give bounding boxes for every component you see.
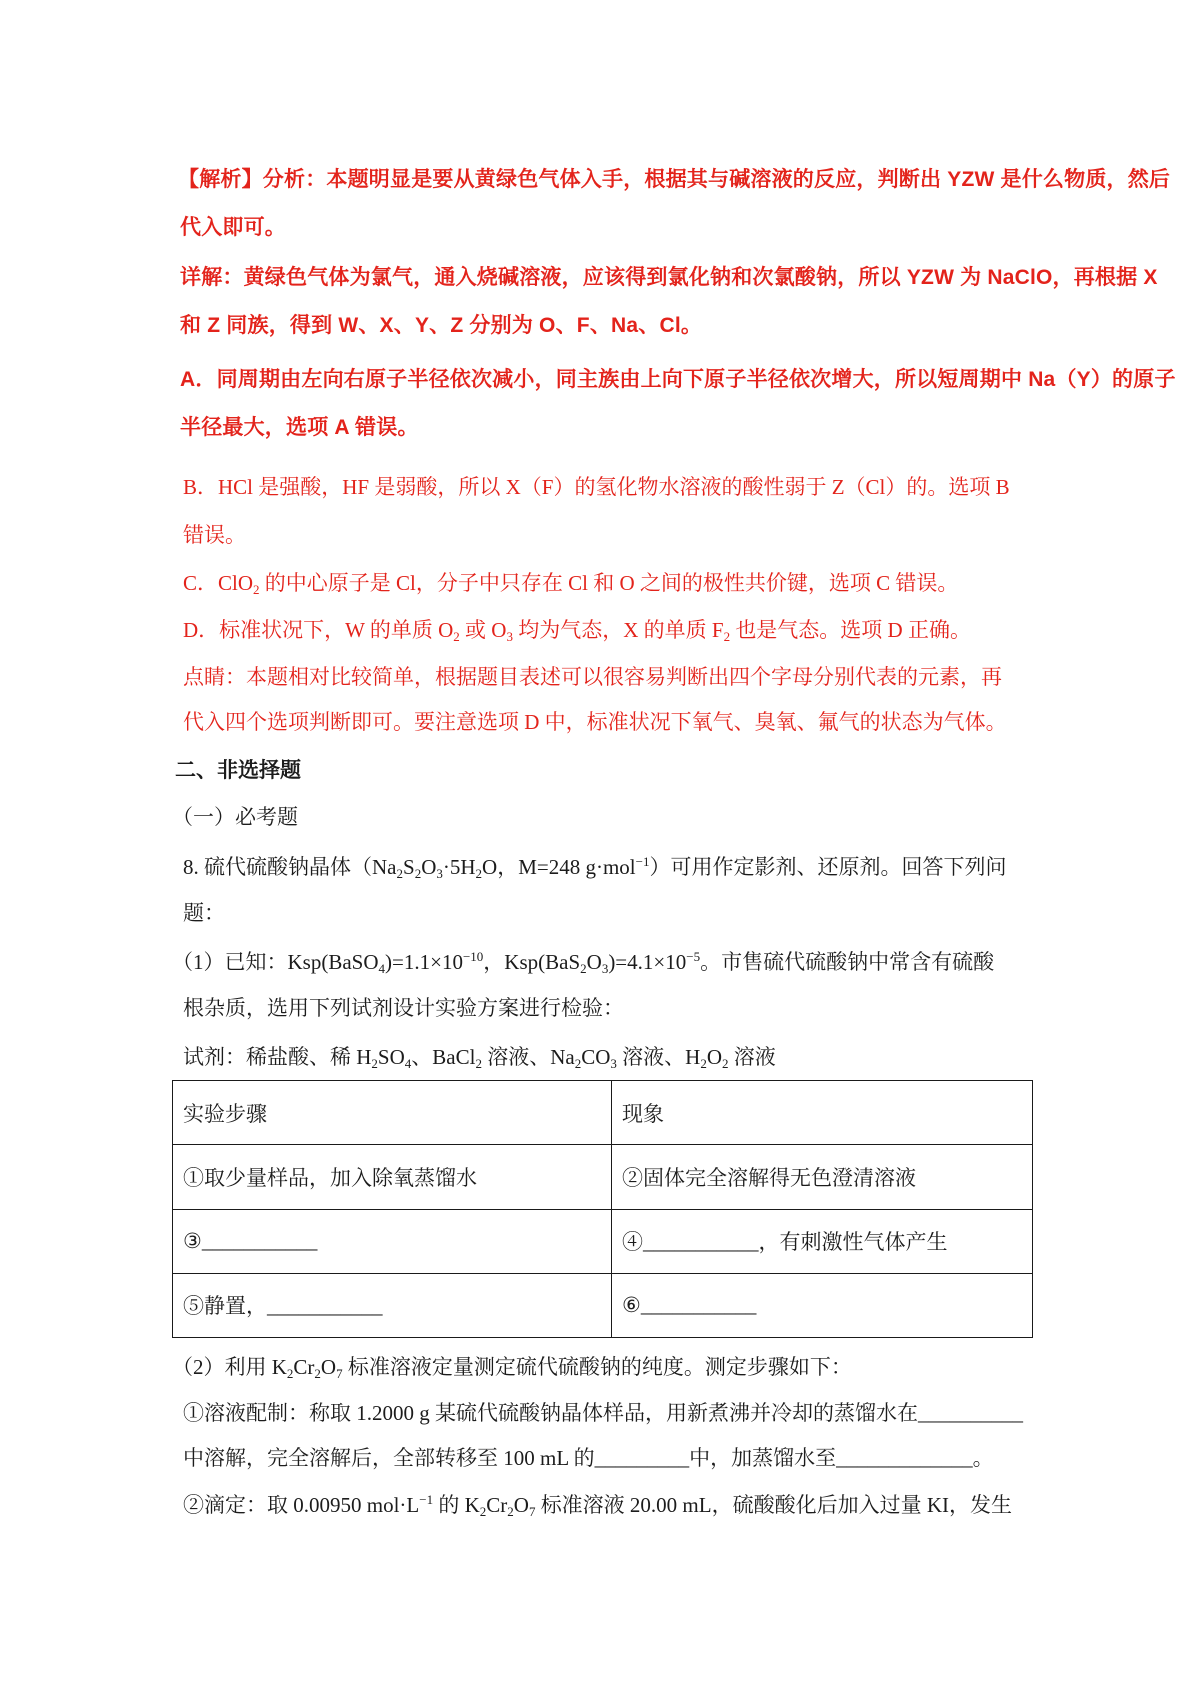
text-run: Cr <box>293 1355 315 1379</box>
text-run: 根杂质，选用下列试剂设计实验方案进行检验： <box>183 996 624 1020</box>
text-run: O <box>513 1493 529 1517</box>
analysis-line <box>183 706 1007 738</box>
text-run: SO <box>377 1045 405 1069</box>
text-run: 。市售硫代硫酸钠中常含有硫酸 <box>700 950 995 974</box>
analysis-line <box>180 262 1158 294</box>
superscript: −5 <box>686 949 701 964</box>
text-run: B．HCl 是强酸，HF 是弱酸，所以 X（F）的氢化物水溶液的酸性弱于 Z（Cl）的。选项 B <box>183 475 1010 499</box>
text-run: ①溶液配制：称取 1.2000 g 某硫代硫酸钠晶体样品，用新煮沸并冷却的蒸馏水在__________ <box>183 1401 1023 1425</box>
text-run: ）可用作定影剂、还原剂。回答下列问 <box>649 855 1007 879</box>
analysis-line <box>178 164 1170 196</box>
text-run: 中溶解，完全溶解后，全部转移至 100 mL 的_________中，加蒸馏水至_____________。 <box>183 1446 994 1470</box>
text-run: （一）必考题 <box>172 805 298 829</box>
text-run: 或 O <box>459 618 507 642</box>
subscript: 2 <box>479 1504 487 1519</box>
text-run: 错误。 <box>183 523 246 547</box>
subscript: 4 <box>404 1056 412 1071</box>
text-run: 【解析】分析：本题明显是要从黄绿色气体入手，根据其与碱溶液的反应，判断出 YZW 是什么物质，然后 <box>178 168 1171 191</box>
text-run: D．标准状况下，W 的单质 O <box>183 618 454 642</box>
analysis-line <box>183 471 1010 503</box>
text-run: 标准溶液 20.00 mL，硫酸酸化后加入过量 KI，发生 <box>535 1493 1013 1517</box>
superscript: −1 <box>419 1492 434 1507</box>
text-run: （1）已知：Ksp(BaSO <box>172 950 379 974</box>
subsection-heading <box>172 801 298 833</box>
subscript: 7 <box>528 1504 536 1519</box>
text-run: 试剂：稀盐酸、稀 H <box>183 1045 372 1069</box>
subscript: 3 <box>601 961 609 976</box>
table-cell-phenomenon: ④___________，有刺激性气体产生 <box>612 1209 1033 1273</box>
text-run: ②滴定：取 0.00950 mol·L <box>183 1493 420 1517</box>
subscript: 7 <box>336 1366 343 1381</box>
table-cell-phenomenon: ⑥___________ <box>612 1273 1033 1337</box>
analysis-line <box>183 519 246 551</box>
text-run: ，Ksp(BaS <box>483 950 581 974</box>
text-run: 溶液、H <box>616 1045 701 1069</box>
subscript: 2 <box>723 629 731 644</box>
subscript: 2 <box>580 961 587 976</box>
text-run: （2）利用 K <box>172 1355 287 1379</box>
analysis-line <box>183 567 958 599</box>
text-run: 代入即可。 <box>180 216 286 239</box>
text-run: 、BaCl <box>411 1045 476 1069</box>
text-run: )=1.1×10 <box>385 950 463 974</box>
subscript: 3 <box>436 866 443 881</box>
subscript: 2 <box>574 1056 582 1071</box>
text-run: ·5H <box>442 855 476 879</box>
analysis-line <box>180 310 702 342</box>
table-row <box>173 1145 1033 1209</box>
part2-line <box>183 1489 1012 1521</box>
subscript: 2 <box>286 1366 294 1381</box>
text-run: 均为气态，X 的单质 F <box>512 618 724 642</box>
text-run: A．同周期由左向右原子半径依次减小，同主族由上向下原子半径依次增大，所以短周期中 Na（Y）的原子 <box>180 368 1176 391</box>
analysis-line <box>183 661 1002 693</box>
part1-line <box>172 946 994 978</box>
table-header-row <box>173 1081 1033 1145</box>
table-header-cell: 实验步骤 <box>173 1081 612 1145</box>
text-run: 标准溶液定量测定硫代硫酸钠的纯度。测定步骤如下： <box>342 1355 852 1379</box>
subscript: 2 <box>253 582 260 597</box>
subscript: 2 <box>475 866 483 881</box>
reagents-line <box>183 1041 776 1073</box>
subscript: 2 <box>314 1366 321 1381</box>
subscript: 4 <box>378 961 386 976</box>
table-row <box>173 1209 1033 1273</box>
text-run: CO <box>581 1045 611 1069</box>
subscript: 2 <box>453 629 460 644</box>
text-run: O <box>706 1045 722 1069</box>
table-cell-step: ①取少量样品，加入除氧蒸馏水 <box>173 1145 612 1209</box>
text-run: 半径最大，选项 A 错误。 <box>180 416 419 439</box>
text-run: 代入四个选项判断即可。要注意选项 D 中，标准状况下氧气、臭氧、氟气的状态为气体。 <box>183 710 1007 734</box>
table-row <box>173 1273 1033 1337</box>
text-run: O <box>421 855 437 879</box>
text-run: 溶液 <box>728 1045 776 1069</box>
text-run: 的 K <box>433 1493 480 1517</box>
text-run: 8. 硫代硫酸钠晶体（Na <box>183 855 397 879</box>
text-run: O <box>586 950 602 974</box>
text-run: 和 Z 同族，得到 W、X、Y、Z 分别为 O、F、Na、Cl。 <box>180 314 703 337</box>
text-run: 溶液、Na <box>481 1045 575 1069</box>
experiment-table <box>172 1080 1033 1338</box>
subscript: 2 <box>396 866 403 881</box>
analysis-line <box>180 212 286 244</box>
part2-line <box>172 1351 852 1383</box>
subscript: 2 <box>721 1056 729 1071</box>
part1-line <box>183 992 624 1024</box>
subscript: 3 <box>506 629 513 644</box>
text-run: O <box>320 1355 337 1379</box>
subscript: 2 <box>414 866 422 881</box>
table-header-cell: 现象 <box>612 1081 1033 1145</box>
text-run: S <box>403 855 415 879</box>
table-cell-phenomenon: ②固体完全溶解得无色澄清溶液 <box>612 1145 1033 1209</box>
analysis-line <box>183 614 971 646</box>
text-run: Cr <box>486 1493 508 1517</box>
part2-line <box>183 1397 1023 1429</box>
superscript: −1 <box>635 854 650 869</box>
subscript: 2 <box>475 1056 482 1071</box>
section-heading <box>175 754 301 786</box>
analysis-line <box>180 412 419 444</box>
question-stem-line <box>183 897 225 929</box>
text-run: 点睛：本题相对比较简单，根据题目表述可以很容易判断出四个字母分别代表的元素，再 <box>183 665 1002 689</box>
subscript: 3 <box>610 1056 617 1071</box>
text-run: O，M=248 g·mol <box>482 855 636 879</box>
text-run: 题： <box>183 901 225 925</box>
subscript: 2 <box>507 1504 514 1519</box>
text-run: 也是气态。选项 D 正确。 <box>730 618 971 642</box>
table-cell-step: ③___________ <box>173 1209 612 1273</box>
part2-line <box>183 1442 994 1474</box>
question-stem-line <box>183 851 1006 883</box>
text-run: )=4.1×10 <box>608 950 687 974</box>
subscript: 2 <box>700 1056 707 1071</box>
text-run: 二、非选择题 <box>175 758 301 782</box>
text-run: 的中心原子是 Cl，分子中只存在 Cl 和 O 之间的极性共价键，选项 C 错误。 <box>259 571 959 595</box>
text-run: C．ClO <box>183 571 254 595</box>
text-run: 详解：黄绿色气体为氯气，通入烧碱溶液，应该得到氯化钠和次氯酸钠，所以 YZW 为 NaClO，再根据 X <box>180 266 1158 289</box>
subscript: 2 <box>371 1056 378 1071</box>
table-cell-step: ⑤静置，___________ <box>173 1273 612 1337</box>
analysis-line <box>180 364 1176 396</box>
superscript: −10 <box>462 949 484 964</box>
